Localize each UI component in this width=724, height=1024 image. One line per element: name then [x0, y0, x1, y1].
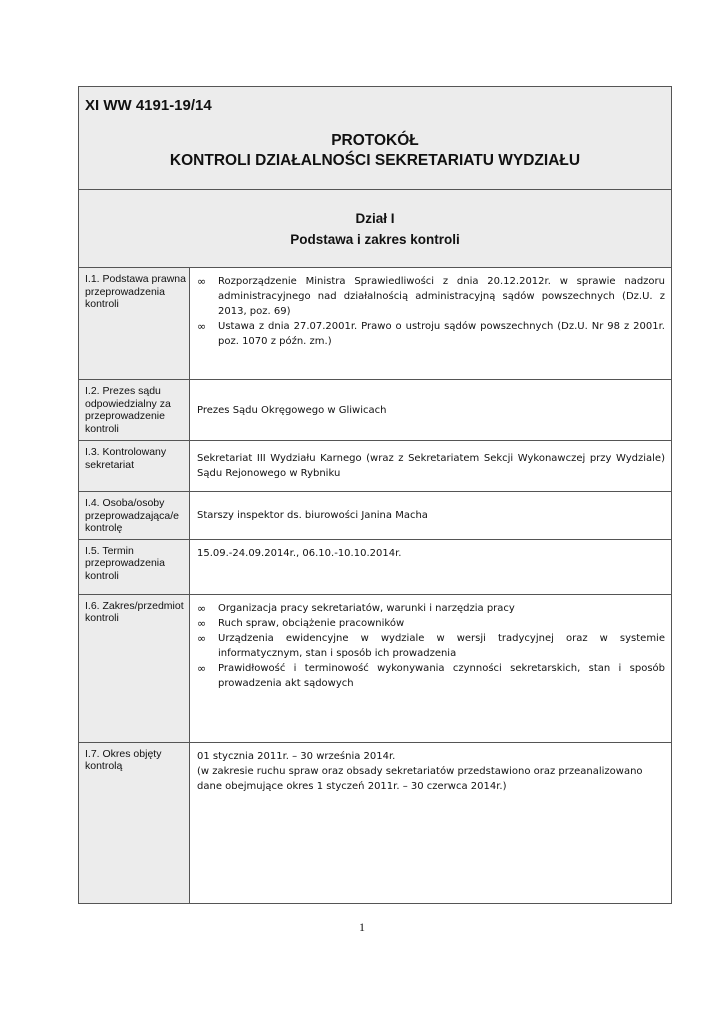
row-label: I.4. Osoba/osoby przeprowadzająca/e kontrolę	[79, 492, 190, 540]
section-title: Dział I	[355, 211, 395, 226]
scope-list	[197, 601, 665, 691]
period-dates: 01 stycznia 2011r. – 30 września 2014r.	[197, 750, 396, 762]
table-row	[79, 268, 672, 380]
row-label: I.2. Prezes sądu odpowiedzialny za przeprowadzenie kontroli	[79, 380, 190, 441]
infinity-bullet-icon: ∞	[197, 601, 207, 615]
list-item: ∞ Rozporządzenie Ministra Sprawiedliwości z dnia 20.12.2012r. w sprawie nadzoru administracyjnego nad działalnością administracyjną sądów powszechnych (Dz.U. z 2013, poz. 69)	[197, 275, 665, 317]
list-item: ∞ Prawidłowość i terminowość wykonywania czynności sekretarskich, stan i sposób prowadzenia akt sądowych	[197, 661, 665, 689]
case-number: XI WW 4191-19/14	[85, 97, 212, 114]
title-line-2: KONTROLI DZIAŁALNOŚCI SEKRETARIATU WYDZIAŁU	[169, 152, 581, 169]
row-label: I.7. Okres objęty kontrolą	[79, 742, 190, 903]
row-label: I.6. Zakres/przedmiot kontroli	[79, 594, 190, 742]
row-value: Prezes Sądu Okręgowego w Gliwicach	[190, 380, 672, 441]
list-item: ∞ Ruch spraw, obciążenie pracowników	[197, 616, 405, 630]
infinity-bullet-icon: ∞	[197, 616, 207, 630]
legal-basis-list	[197, 274, 665, 349]
infinity-bullet-icon: ∞	[197, 320, 207, 333]
table-row	[79, 594, 672, 742]
row-label: I.3. Kontrolowany sekretariat	[79, 441, 190, 492]
row-label: I.5. Termin przeprowadzenia kontroli	[79, 539, 190, 594]
protocol-table	[78, 86, 672, 904]
row-label: I.1. Podstawa prawna przeprowadzenia kontroli	[79, 268, 190, 380]
table-row	[79, 539, 672, 594]
table-row	[79, 441, 672, 492]
infinity-bullet-icon: ∞	[197, 275, 207, 288]
page-number: 1	[359, 920, 365, 934]
list-item: ∞ Organizacja pracy sekretariatów, warunki i narzędzia pracy	[197, 601, 515, 615]
row-value: 15.09.-24.09.2014r., 06.10.-10.10.2014r.	[190, 539, 672, 594]
section-header	[79, 190, 672, 268]
list-item: ∞ Urządzenia ewidencyjne w wydziale w wersji tradycyjnej oraz w systemie informatycznym, stan i sposób ich prowadzenia	[197, 631, 665, 659]
period-note: (w zakresie ruchu spraw oraz obsady sekretariatów przedstawiono oraz przeanalizowano dane obejmujące okres 1 styczeń 2011r. – 30 czerwca 2014r.)	[197, 765, 643, 792]
title-line-1: PROTOKÓŁ	[331, 132, 419, 149]
table-row	[79, 742, 672, 903]
row-value	[190, 594, 672, 742]
row-value	[190, 742, 672, 903]
infinity-bullet-icon: ∞	[197, 631, 207, 645]
section-subtitle: Podstawa i zakres kontroli	[290, 232, 460, 247]
table-row	[79, 492, 672, 540]
document-title	[79, 131, 671, 171]
row-value: Sekretariat III Wydziału Karnego (wraz z Sekretariatem Sekcji Wykonawczej przy Wydziale) Sądu Rejonowego w Rybniku	[190, 441, 672, 492]
infinity-bullet-icon: ∞	[197, 661, 207, 675]
row-value: Starszy inspektor ds. biurowości Janina Macha	[190, 492, 672, 540]
document-header	[79, 87, 672, 190]
row-value	[190, 268, 672, 380]
list-item: ∞ Ustawa z dnia 27.07.2001r. Prawo o ustroju sądów powszechnych (Dz.U. Nr 98 z 2001r. poz. 1070 z późn. zm.)	[197, 320, 665, 347]
table-row	[79, 380, 672, 441]
